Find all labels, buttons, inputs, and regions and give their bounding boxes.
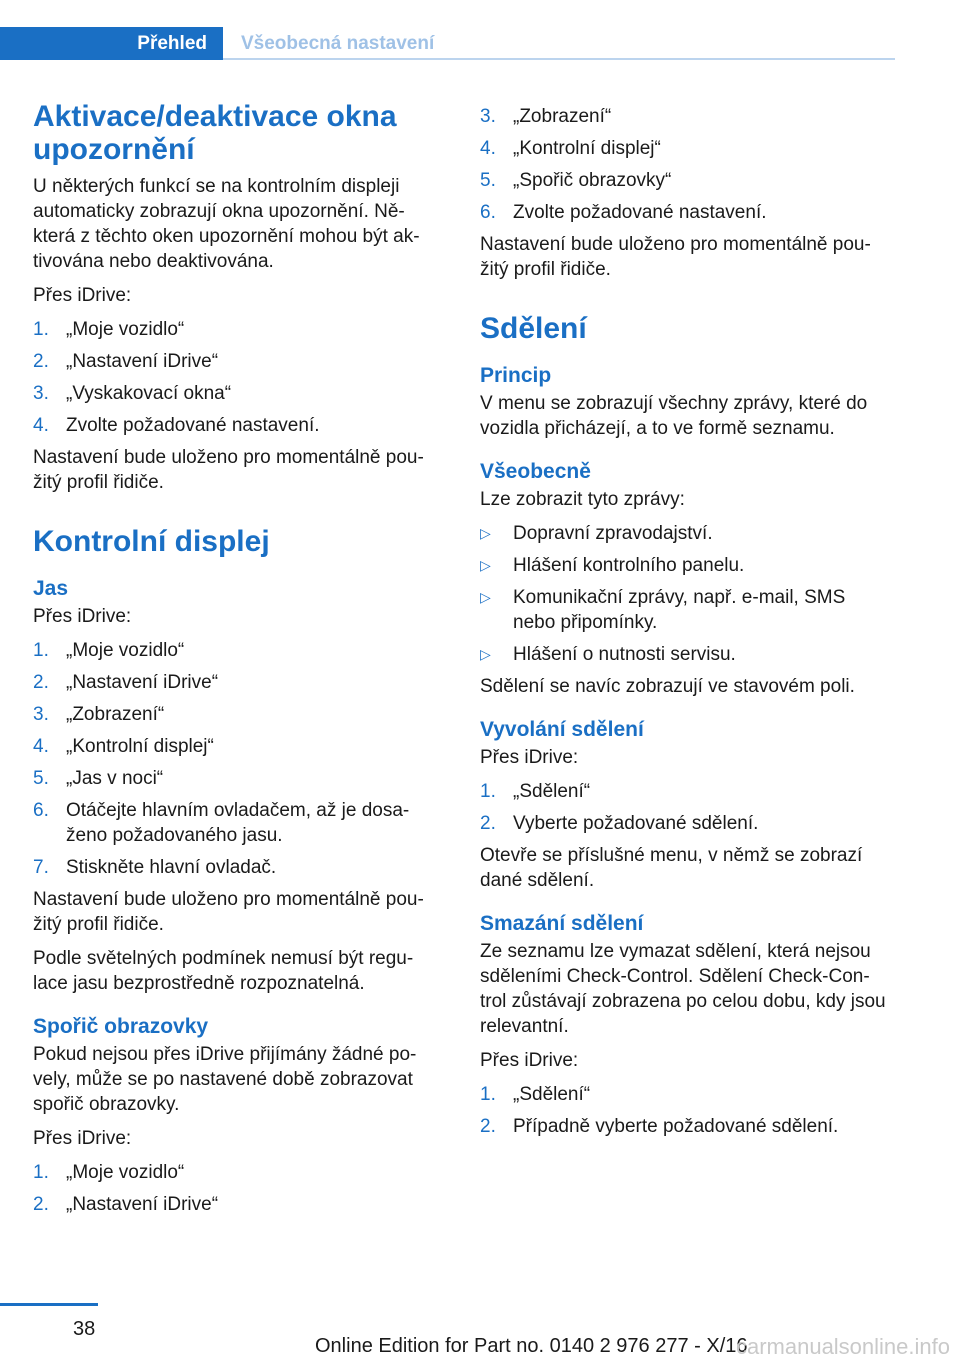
paragraph-via: Přes iDrive:	[33, 606, 132, 627]
step-number: 2.	[33, 351, 49, 372]
list-item	[480, 779, 890, 804]
step-number: 2.	[33, 1194, 49, 1215]
step-number: 2.	[33, 672, 49, 693]
paragraph-note: Nastavení bude uloženo pro momentálně pou‐ žitý profil řidiče.	[480, 234, 871, 280]
step-text: „Kontrolní displej“	[513, 138, 661, 159]
heading-kontrolni-displej: Kontrolní displej	[33, 525, 270, 558]
step-text: „Moje vozidlo“	[66, 640, 185, 661]
step-number: 2.	[480, 1116, 496, 1137]
step-text: „Nastavení iDrive“	[66, 1194, 219, 1215]
step-number: 4.	[33, 736, 49, 757]
bullet-text: Dopravní zpravodajství.	[513, 523, 713, 544]
list-item	[33, 670, 443, 695]
list-item	[480, 521, 890, 546]
list-item	[33, 413, 443, 438]
step-number: 7.	[33, 857, 49, 878]
bullet-text: Komunikační zprávy, např. e-mail, SMS nebo připomínky.	[513, 587, 846, 633]
step-text: „Sdělení“	[513, 781, 591, 802]
list-item	[33, 1160, 443, 1185]
step-text: „Moje vozidlo“	[66, 1162, 185, 1183]
step-text: „Kontrolní displej“	[66, 736, 214, 757]
triangle-bullet-icon: ▷	[480, 557, 491, 573]
list-item	[480, 553, 890, 578]
paragraph-intro: U některých funkcí se na kontrolním displeji automaticky zobrazují okna upozornění. Ně‐ která z těchto oken upozornění mohou být ak‐ tivována nebo deaktivována.	[33, 176, 420, 272]
list-item	[33, 638, 443, 663]
heading-sporic: Spořič obrazovky	[33, 1015, 209, 1038]
step-text: Zvolte požadované nastavení.	[66, 415, 320, 436]
step-number: 4.	[480, 138, 496, 159]
step-text: Vyberte požadované sdělení.	[513, 813, 759, 834]
steps-list-jas	[33, 638, 443, 880]
heading-princip: Princip	[480, 364, 552, 387]
watermark: carmanualsonline.info	[735, 1334, 950, 1359]
step-text: Zvolte požadované nastavení.	[513, 202, 767, 223]
paragraph-note: Podle světelných podmínek nemusí být regu‐ lace jasu bezprostředně rozpoznatelná.	[33, 948, 414, 994]
list-item	[33, 317, 443, 342]
paragraph-note: Sdělení se navíc zobrazují ve stavovém poli.	[480, 676, 855, 697]
tab-prehled[interactable]	[0, 27, 223, 60]
step-number: 3.	[480, 106, 496, 127]
step-text: „Spořič obrazovky“	[513, 170, 672, 191]
heading-jas: Jas	[33, 577, 69, 600]
bullet-text: Hlášení kontrolního panelu.	[513, 555, 745, 576]
step-number: 3.	[33, 383, 49, 404]
step-text: „Moje vozidlo“	[66, 319, 185, 340]
list-item	[480, 168, 890, 193]
triangle-bullet-icon: ▷	[480, 646, 491, 662]
paragraph-note: Nastavení bude uloženo pro momentálně pou‐ žitý profil řidiče.	[33, 447, 424, 493]
steps-list-smazani	[480, 1082, 890, 1139]
list-item	[480, 104, 890, 129]
heading-aktivace: Aktivace/deaktivace okna upozornění	[33, 100, 397, 166]
paragraph-note: Nastavení bude uloženo pro momentálně pou‐ žitý profil řidiče.	[33, 889, 424, 935]
list-item	[480, 585, 890, 635]
paragraph-vseobecne: Lze zobrazit tyto zprávy:	[480, 489, 685, 510]
list-item	[480, 1082, 890, 1107]
heading-vyvolani: Vyvolání sdělení	[480, 718, 644, 741]
paragraph-via: Přes iDrive:	[33, 285, 132, 306]
step-number: 1.	[480, 781, 496, 802]
step-number: 1.	[33, 640, 49, 661]
tab-vseobecna-nastaveni[interactable]	[241, 27, 434, 60]
list-item	[33, 381, 443, 406]
right-column	[480, 100, 890, 1146]
step-number: 1.	[33, 1162, 49, 1183]
step-text: „Zobrazení“	[513, 106, 612, 127]
step-number: 4.	[33, 415, 49, 436]
list-item	[480, 200, 890, 225]
list-item	[33, 1192, 443, 1217]
paragraph-smazani: Ze seznamu lze vymazat sdělení, která nejsou sděleními Check-Control. Sdělení Check-Con‐ trol zůstávají zobrazena po celou dobu, kdy jsou relevantní.	[480, 941, 886, 1037]
step-text: „Jas v noci“	[66, 768, 164, 789]
steps-list-sporic-cont	[480, 104, 890, 225]
step-number: 1.	[480, 1084, 496, 1105]
step-number: 6.	[480, 202, 496, 223]
step-text: Stiskněte hlavní ovladač.	[66, 857, 277, 878]
list-item	[33, 349, 443, 374]
step-text: „Zobrazení“	[66, 704, 165, 725]
header-divider	[223, 58, 895, 60]
page-number: 38	[73, 1318, 96, 1340]
step-text: „Vyskakovací okna“	[66, 383, 232, 404]
footer-edition: Online Edition for Part no. 0140 2 976 277 - X/16	[315, 1335, 748, 1357]
tab-prehled-label: Přehled	[137, 32, 207, 54]
heading-sdeleni: Sdělení	[480, 312, 587, 345]
step-text: „Nastavení iDrive“	[66, 672, 219, 693]
list-item	[480, 1114, 890, 1139]
left-column	[33, 100, 443, 1224]
paragraph-princip: V menu se zobrazují všechny zprávy, které do vozidla přicházejí, a to ve formě seznamu.	[480, 393, 868, 439]
triangle-bullet-icon: ▷	[480, 589, 491, 605]
step-text: Otáčejte hlavním ovladačem, až je dosa‐ ženo požadovaného jasu.	[66, 800, 410, 846]
list-item	[33, 766, 443, 791]
steps-list-vyvolani	[480, 779, 890, 836]
heading-smazani: Smazání sdělení	[480, 912, 644, 935]
step-number: 3.	[33, 704, 49, 725]
paragraph-via: Přes iDrive:	[33, 1128, 132, 1149]
paragraph-intro: Pokud nejsou přes iDrive přijímány žádné po‐ vely, může se po nastavené době zobrazovat spořič obrazovky.	[33, 1044, 417, 1115]
list-item	[480, 642, 890, 667]
list-item	[33, 855, 443, 880]
step-text: Případně vyberte požadované sdělení.	[513, 1116, 839, 1137]
list-item	[33, 702, 443, 727]
list-item	[480, 811, 890, 836]
tab-vseobecna-label: Všeobecná nastavení	[241, 32, 435, 54]
footer-divider	[0, 1303, 98, 1306]
list-item	[33, 734, 443, 759]
bullet-text: Hlášení o nutnosti servisu.	[513, 644, 736, 665]
paragraph-via: Přes iDrive:	[480, 1050, 579, 1071]
paragraph-note: Otevře se příslušné menu, v němž se zobrazí dané sdělení.	[480, 845, 863, 891]
step-number: 6.	[33, 800, 49, 821]
step-text: „Nastavení iDrive“	[66, 351, 219, 372]
page-header	[0, 27, 895, 60]
step-number: 1.	[33, 319, 49, 340]
list-item	[33, 798, 443, 848]
step-number: 5.	[480, 170, 496, 191]
list-item	[480, 136, 890, 161]
paragraph-via: Přes iDrive:	[480, 747, 579, 768]
step-text: „Sdělení“	[513, 1084, 591, 1105]
step-number: 5.	[33, 768, 49, 789]
heading-vseobecne: Všeobecně	[480, 460, 591, 483]
triangle-bullet-icon: ▷	[480, 525, 491, 541]
steps-list-sporic	[33, 1160, 443, 1217]
step-number: 2.	[480, 813, 496, 834]
bullet-list-zpravy	[480, 521, 890, 667]
steps-list-aktivace	[33, 317, 443, 438]
